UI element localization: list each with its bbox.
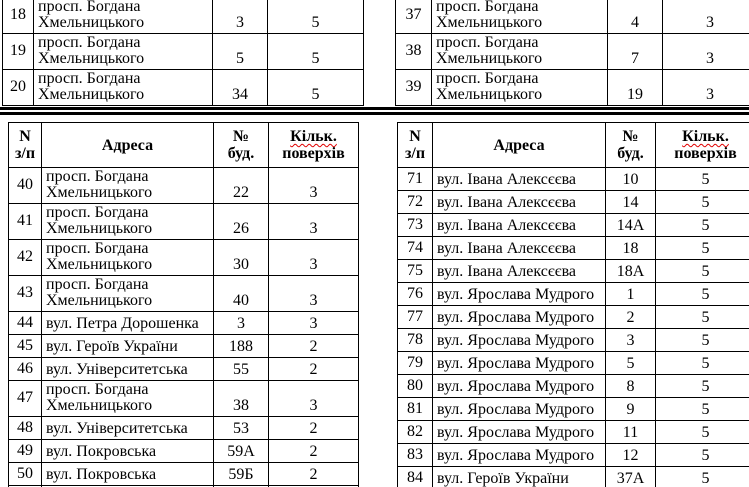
cell-row-number: 79 <box>398 352 433 375</box>
cell-row-number: 82 <box>398 421 433 444</box>
cell-floor-count: 3 <box>663 70 749 106</box>
table-row <box>396 70 749 106</box>
cell-floor-count: 3 <box>269 240 359 276</box>
cell-address: вул. Ярослава Мудрого <box>433 421 606 444</box>
page-break-divider <box>0 107 749 115</box>
cell-row-number: 72 <box>398 191 433 214</box>
cell-building-number: 5 <box>606 352 656 375</box>
cell-address: вул. Івана Алексєєва <box>433 237 606 260</box>
cell-building-number: 30 <box>214 240 269 276</box>
header-num-line2: з/п <box>14 145 36 162</box>
cell-row-number: 50 <box>9 463 42 486</box>
cell-floor-count: 2 <box>269 358 359 381</box>
header-floors-line1: Кільк. <box>290 128 337 145</box>
cell-building-number: 2 <box>606 306 656 329</box>
cell-address: вул. Ярослава Мудрого <box>433 398 606 421</box>
cell-row-number: 20 <box>3 70 34 106</box>
cell-building-number: 11 <box>606 421 656 444</box>
header-num-line1: N <box>409 128 421 145</box>
table-row <box>398 467 749 487</box>
cell-floor-count: 3 <box>269 381 359 417</box>
cell-row-number: 40 <box>9 168 42 204</box>
cell-floor-count: 2 <box>269 417 359 440</box>
cell-floor-count: 5 <box>656 168 749 191</box>
cell-address: вул. Івана Алексєєва <box>433 260 606 283</box>
cell-row-number: 74 <box>398 237 433 260</box>
table-row <box>398 306 749 329</box>
header-building-line1: № <box>622 128 639 145</box>
table-row <box>398 329 749 352</box>
table-row <box>9 335 359 358</box>
cell-row-number: 80 <box>398 375 433 398</box>
cell-building-number: 3 <box>606 329 656 352</box>
cell-floor-count: 2 <box>269 463 359 486</box>
cell-floor-count: 5 <box>656 375 749 398</box>
cell-address: просп. Богдана Хмельницького <box>432 34 608 70</box>
cell-row-number: 45 <box>9 335 42 358</box>
cell-address: просп. Богдана Хмельницького <box>42 240 214 276</box>
cell-building-number: 7 <box>608 34 663 70</box>
cell-address: вул. Івана Алексєєва <box>433 191 606 214</box>
cell-floor-count: 5 <box>268 34 364 70</box>
cell-building-number: 3 <box>214 312 269 335</box>
cell-building-number: 9 <box>606 398 656 421</box>
header-building <box>606 123 656 168</box>
cell-floor-count: 5 <box>656 352 749 375</box>
cell-row-number: 46 <box>9 358 42 381</box>
cell-floor-count: 3 <box>269 312 359 335</box>
cell-row-number: 76 <box>398 283 433 306</box>
table-row <box>398 168 749 191</box>
cell-address: вул. Ярослава Мудрого <box>433 306 606 329</box>
cell-row-number: 84 <box>398 467 433 487</box>
cell-address: вул. Університетська <box>42 417 214 440</box>
cell-row-number: 43 <box>9 276 42 312</box>
cell-building-number: 59Б <box>214 463 269 486</box>
cell-row-number: 71 <box>398 168 433 191</box>
cell-building-number: 26 <box>214 204 269 240</box>
table-row <box>9 417 359 440</box>
cell-address: вул. Ярослава Мудрого <box>433 283 606 306</box>
cell-row-number: 47 <box>9 381 42 417</box>
header-num <box>9 123 42 168</box>
cell-address: вул. Покровська <box>42 463 214 486</box>
cell-floor-count: 5 <box>656 214 749 237</box>
table-header <box>9 123 359 168</box>
cell-building-number: 37А <box>606 467 656 487</box>
table-row <box>9 440 359 463</box>
address-table-left <box>8 122 359 487</box>
cell-floor-count: 2 <box>269 440 359 463</box>
table-row <box>398 191 749 214</box>
header-num-line2: з/п <box>404 145 426 162</box>
cell-building-number: 10 <box>606 168 656 191</box>
header-floors <box>269 123 359 168</box>
cell-row-number: 73 <box>398 214 433 237</box>
cell-address: вул. Петра Дорошенка <box>42 312 214 335</box>
cell-address: вул. Ярослава Мудрого <box>433 444 606 467</box>
cell-floor-count: 5 <box>268 70 364 106</box>
cell-address: вул. Івана Алексєєва <box>433 214 606 237</box>
cell-building-number: 14А <box>606 214 656 237</box>
cell-row-number: 81 <box>398 398 433 421</box>
table-row <box>3 0 364 34</box>
header-num-line1: N <box>19 128 31 145</box>
cell-address: просп. Богдана Хмельницького <box>34 34 213 70</box>
cell-building-number: 55 <box>214 358 269 381</box>
table-row <box>9 168 359 204</box>
cell-row-number: 38 <box>396 34 432 70</box>
header-floors-line2: поверхів <box>282 145 345 162</box>
cell-row-number: 39 <box>396 70 432 106</box>
cell-floor-count: 5 <box>656 329 749 352</box>
table-row <box>9 276 359 312</box>
cell-building-number: 53 <box>214 417 269 440</box>
cell-floor-count: 5 <box>268 0 364 34</box>
cell-floor-count: 5 <box>656 237 749 260</box>
cell-address: вул. Івана Алексєєва <box>433 168 606 191</box>
cell-address: просп. Богдана Хмельницького <box>42 204 214 240</box>
table-header <box>398 123 749 168</box>
cell-floor-count: 5 <box>656 191 749 214</box>
cell-row-number: 19 <box>3 34 34 70</box>
table-row <box>3 70 364 106</box>
cell-building-number: 1 <box>606 283 656 306</box>
cell-address: вул. Університетська <box>42 358 214 381</box>
cell-floor-count: 5 <box>656 421 749 444</box>
cell-floor-count: 3 <box>269 276 359 312</box>
table-row <box>9 240 359 276</box>
cell-building-number: 3 <box>213 0 268 34</box>
cell-row-number: 44 <box>9 312 42 335</box>
table-row <box>398 398 749 421</box>
cell-building-number: 18А <box>606 260 656 283</box>
header-floors <box>656 123 749 168</box>
cell-floor-count: 5 <box>656 260 749 283</box>
cell-row-number: 78 <box>398 329 433 352</box>
cell-row-number: 49 <box>9 440 42 463</box>
header-building-line1: № <box>232 128 250 145</box>
address-table-continuation-left <box>2 0 364 106</box>
header-building-line2: буд. <box>227 145 255 162</box>
cell-building-number: 40 <box>214 276 269 312</box>
cell-building-number: 22 <box>214 168 269 204</box>
cell-building-number: 19 <box>608 70 663 106</box>
table-row <box>9 381 359 417</box>
cell-address: просп. Богдана Хмельницького <box>42 168 214 204</box>
cell-building-number: 59А <box>214 440 269 463</box>
table-row <box>398 260 749 283</box>
cell-address: вул. Героїв України <box>42 335 214 358</box>
header-floors-line1: Кільк. <box>682 128 729 145</box>
header-address <box>433 123 606 168</box>
cell-building-number: 188 <box>214 335 269 358</box>
table-header-row <box>9 123 359 168</box>
table-row <box>396 34 749 70</box>
table-row <box>9 312 359 335</box>
header-num <box>398 123 433 168</box>
cell-floor-count: 3 <box>269 168 359 204</box>
header-address <box>42 123 214 168</box>
cell-building-number: 8 <box>606 375 656 398</box>
table-row <box>9 358 359 381</box>
cell-address: просп. Богдана Хмельницького <box>34 0 213 34</box>
cell-row-number: 48 <box>9 417 42 440</box>
cell-address: просп. Богдана Хмельницького <box>34 70 213 106</box>
cell-building-number: 38 <box>214 381 269 417</box>
header-address-label: Адреса <box>101 136 154 154</box>
table-row <box>398 283 749 306</box>
table-row <box>398 421 749 444</box>
cell-address: просп. Богдана Хмельницького <box>432 70 608 106</box>
cell-floor-count: 5 <box>656 398 749 421</box>
cell-address: просп. Богдана Хмельницького <box>432 0 608 34</box>
cell-floor-count: 5 <box>656 306 749 329</box>
cell-floor-count: 5 <box>656 283 749 306</box>
cell-address: вул. Ярослава Мудрого <box>433 329 606 352</box>
cell-row-number: 37 <box>396 0 432 34</box>
address-table-continuation-right <box>395 0 749 106</box>
header-address-label: Адреса <box>493 136 545 154</box>
table-row <box>398 237 749 260</box>
header-building <box>214 123 269 168</box>
cell-row-number: 42 <box>9 240 42 276</box>
cell-floor-count: 3 <box>663 0 749 34</box>
table-row <box>9 463 359 486</box>
cell-address: вул. Ярослава Мудрого <box>433 375 606 398</box>
table-row <box>398 214 749 237</box>
cell-building-number: 18 <box>606 237 656 260</box>
table-row <box>398 375 749 398</box>
header-building-line2: буд. <box>617 145 644 162</box>
cell-floor-count: 5 <box>656 467 749 487</box>
table-header-row <box>398 123 749 168</box>
cell-row-number: 75 <box>398 260 433 283</box>
cell-floor-count: 5 <box>656 444 749 467</box>
table-row <box>3 34 364 70</box>
table-row <box>398 444 749 467</box>
cell-building-number: 12 <box>606 444 656 467</box>
cell-row-number: 41 <box>9 204 42 240</box>
cell-building-number: 5 <box>213 34 268 70</box>
cell-building-number: 4 <box>608 0 663 34</box>
cell-address: вул. Ярослава Мудрого <box>433 352 606 375</box>
cell-address: просп. Богдана Хмельницького <box>42 381 214 417</box>
cell-building-number: 34 <box>213 70 268 106</box>
cell-row-number: 77 <box>398 306 433 329</box>
table-row <box>396 0 749 34</box>
cell-row-number: 83 <box>398 444 433 467</box>
cell-floor-count: 3 <box>269 204 359 240</box>
cell-address: просп. Богдана Хмельницького <box>42 276 214 312</box>
cell-floor-count: 3 <box>663 34 749 70</box>
table-row <box>9 204 359 240</box>
cell-row-number: 18 <box>3 0 34 34</box>
table-row <box>398 352 749 375</box>
cell-address: вул. Покровська <box>42 440 214 463</box>
cell-building-number: 14 <box>606 191 656 214</box>
header-floors-line2: поверхів <box>674 145 737 162</box>
address-table-right <box>397 122 749 487</box>
cell-address: вул. Героїв України <box>433 467 606 487</box>
cell-floor-count: 2 <box>269 335 359 358</box>
